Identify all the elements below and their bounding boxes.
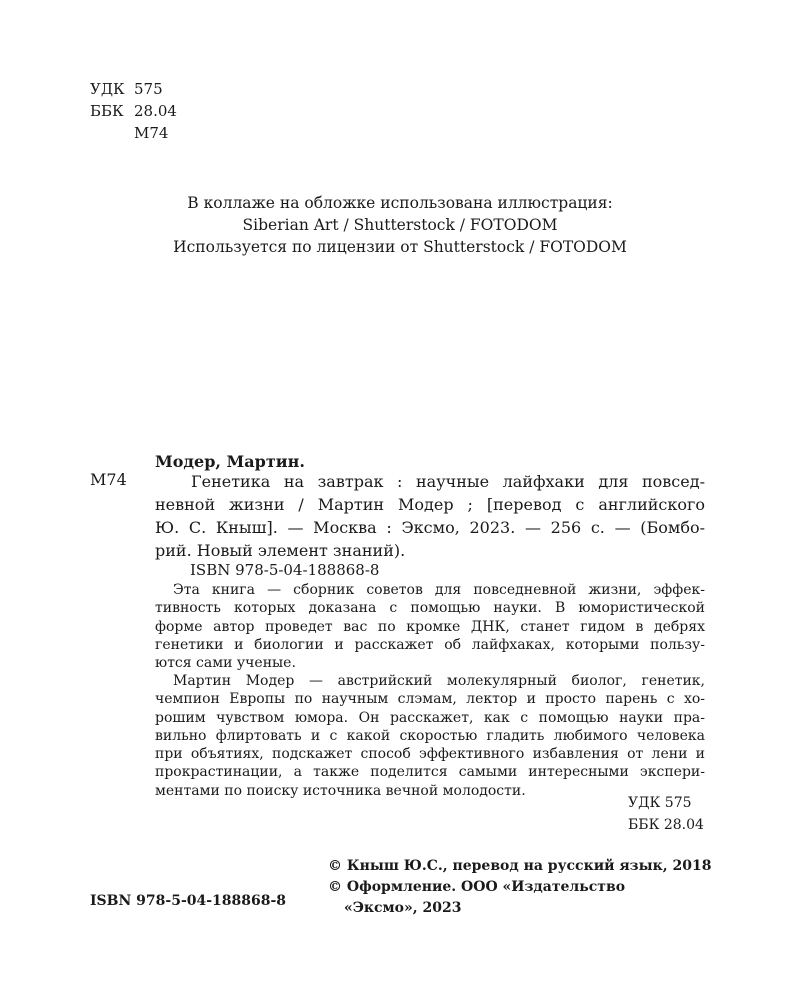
annotation-line: генетики и биологии и расскажет об лайфхаках, которыми пользу- [155,636,705,653]
copyright-block [328,856,711,919]
annotation-line: ются сами ученые. [155,655,296,672]
annotation-line: форме автор проведет вас по кромке ДНК, станет гидом в дебрях [155,618,705,635]
classification-block [90,78,177,144]
bottom-isbn: ISBN 978-5-04-188868-8 [90,893,287,909]
udk-label: УДК [90,80,125,98]
card-udk: УДК 575 [628,795,692,811]
annotation-line: ментами по поиску источника вечной молодости. [155,782,526,799]
annotation-line: чемпион Европы по научным слэмам, лектор и просто парень с хо- [155,691,705,708]
annotation-paragraph-1 [155,581,705,672]
cover-credits-line: Используется по лицензии от Shutterstock / FOTODOM [173,238,627,256]
annotation-paragraph-2 [155,672,705,800]
annotation-line: тивность которых доказана с помощью науки. В юмористической [155,600,705,617]
copyright-design: © Оформление. ООО «Издательство [328,879,626,895]
copyright-translation: © Кныш Ю.С., перевод на русский язык, 2018 [328,858,712,874]
card-author: Модер, Мартин. [155,452,305,471]
card-classification-codes [628,792,704,836]
cover-credits-line: В коллаже на обложке использована иллюстрация: [187,194,613,212]
bbk-value: 28.04 [134,102,177,120]
card-bbk: ББК 28.04 [628,817,704,833]
author-mark: М74 [134,124,169,142]
annotation-line: прокрастинации, а также поделится самыми интересными экспери- [155,764,705,781]
cover-credits [0,192,800,258]
bbk-line [90,100,177,122]
annotation-line: Мартин Модер — австрийский молекулярный биолог, генетик, [173,673,705,689]
card-code: М74 [90,470,127,489]
annotation-line: рошим чувством юмора. Он расскажет, как с помощью науки пра- [155,709,705,726]
copyright-design-continued: «Эксмо», 2023 [344,900,462,916]
card-description [155,470,705,562]
annotation-line: при объятиях, подскажет способ эффективного избавления от лени и [155,746,705,763]
description-line: рий. Новый элемент знаний). [155,541,406,560]
udk-line [90,78,177,100]
annotation-line: Эта книга — сборник советов для повседневной жизни, эффек- [173,582,705,598]
card-isbn: ISBN 978-5-04-188868-8 [190,561,380,579]
udk-value: 575 [134,80,163,98]
description-line: невной жизни / Мартин Модер ; [перевод с английского [155,495,705,514]
description-line: Ю. С. Кныш]. — Москва : Эксмо, 2023. — 256 с. — (Бомбо- [155,518,705,537]
description-line: Генетика на завтрак : научные лайфхаки для повсед- [191,472,705,491]
bbk-label: ББК [90,102,124,120]
cover-credits-line: Siberian Art / Shutterstock / FOTODOM [242,216,558,234]
annotation-line: вильно флиртовать и с какой скоростью гладить любимого человека [155,727,705,744]
